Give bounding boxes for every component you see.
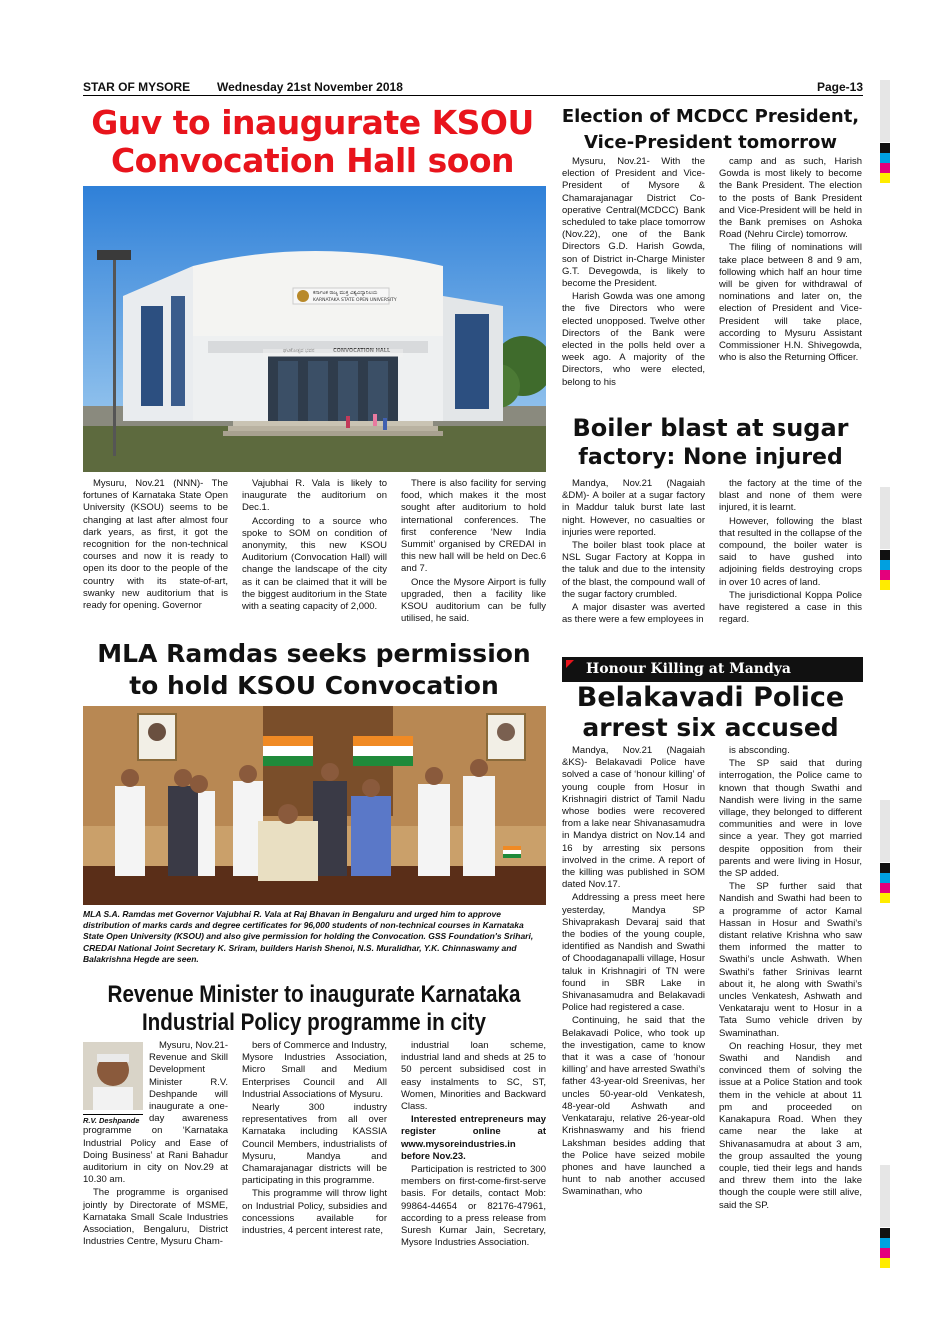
swatch-magenta (880, 883, 890, 893)
boiler-headline-line2: factory: None injured (578, 445, 843, 470)
swatch-cyan (880, 873, 890, 883)
ksou-column-3 (401, 478, 546, 626)
ksou-col3-para-1: There is also facility for serving food, which makes it the most sought after auditorium to hold international conferences. The first conference ‘New India Summit’ organised by CREDAI in this new hall will be held on Dec.6 and 7. (401, 478, 546, 575)
swatch-black (880, 550, 890, 560)
ramdas-photo-caption: MLA S.A. Ramdas met Governor Vajubhai R. Vala at Raj Bhavan in Bengaluru and urged him to approve distribution of marks cards and degree certificates for 96,000 students of non-technical courses in Karnataka State Open University (KSOU) and also give permission for holding the Convocation. GSS Foundation's Srihari, CREDAI National Joint Secretary K. Sriram, builders Harish Shenoi, N.S. Muralidhar, Y.K. Chinnaswamy and Balakrishna Hegde are seen. (83, 909, 534, 964)
honour-kicker-bar (562, 657, 863, 682)
revenue-col2-para-2: Nearly 300 industry representatives from all over Karnataka including KASSIA Council Members, industrialists of Mysuru, Mandya and Chamarajanagar districts will be participating in this programme. (242, 1102, 387, 1187)
honour-col2-para-3: The SP further said that Nandish and Swathi had been to a programme of actor Kamal Hassan in Hosur and Swathi’s distant relative Krishna who saw them informed the matter to Swathi’s uncle Ashwath. When Swathi’s father Srinivas learnt about it, he along with Swathi’s uncles Venkatesh, Ashwath and Venkataraju went to Hosur in a Tata Sumo vehicle driven by Swaminathan. (719, 881, 862, 1039)
swatch-black (880, 863, 890, 873)
revenue-column-1 (83, 1040, 228, 1249)
mcdcc-headline-line2: Vice-President tomorrow (584, 132, 837, 153)
ksou-column-2 (242, 478, 387, 614)
boiler-headline-line1: Boiler blast at sugar (572, 414, 849, 442)
ksou-building-photo (83, 186, 546, 472)
swatch-magenta (880, 1248, 890, 1258)
kicker-corner-mark (566, 660, 574, 668)
revenue-col2-para-3: This programme will throw light on Industrial Policy, subsidies and concessions available for industries, 4 percent interest rate, (242, 1188, 387, 1237)
swatch-black (880, 1228, 890, 1238)
registration-grey-strip-4 (880, 1165, 890, 1227)
boiler-column-2 (719, 478, 862, 627)
masthead (83, 80, 863, 96)
swatch-magenta (880, 163, 890, 173)
swatch-cyan (880, 153, 890, 163)
mcdcc-column-2 (719, 156, 862, 365)
honour-kicker: Honour Killing at Mandya (586, 661, 791, 677)
honour-headline-line2: arrest six accused (582, 713, 839, 742)
raj-bhavan-meeting-image (83, 706, 546, 905)
registration-swatches-1 (880, 143, 890, 183)
revenue-col2-para-1: bers of Commerce and Industry, Mysore Industries Association, Micro Small and Medium Enterprises Council and All Industrial Associations of Mysuru. (242, 1040, 387, 1100)
registration-swatches-3 (880, 863, 890, 903)
swatch-yellow (880, 580, 890, 590)
registration-grey-strip-1 (880, 80, 890, 142)
swatch-yellow (880, 173, 890, 183)
revenue-column-3 (401, 1040, 546, 1250)
ksou-headline (80, 104, 545, 180)
swatch-cyan (880, 1238, 890, 1248)
honour-headline-line1: Belakavadi Police (576, 682, 845, 713)
revenue-headline (87, 981, 541, 1037)
mcdcc-col1-para-1: Mysuru, Nov.21- With the election of President and Vice-President of Mysore & Chamarajanagar District Co-operative Central(MCDCC) Bank scheduled to take place tomorrow (Nov.22), one of the Bank Directors G.D. Harish Gowda, son of District in-Charge Minister G.T. Devegowda, is likely to become the President. (562, 156, 705, 290)
revenue-headline-line1: Revenue Minister to inaugurate Karnataka (107, 981, 521, 1008)
registration-swatches-2 (880, 550, 890, 590)
ramdas-headline (80, 638, 548, 702)
ksou-headline-line1: Guv to inaugurate KSOU (91, 103, 534, 142)
ramdas-headline-line1: MLA Ramdas seeks permission (97, 639, 531, 668)
honour-column-2 (719, 745, 862, 1213)
mcdcc-headline-line1: Election of MCDCC President, (561, 106, 860, 127)
mcdcc-headline (558, 104, 863, 156)
revenue-col1-intro: Mysuru, Nov.21- Revenue and Skill Development Minister R.V. Deshpande will inaugurate a one-day awareness programme on ‘Karnataka Industrial Policy and Ease of Doing Business’ at Rani Bahadur auditorium in city on Nov.29 at 10.30 am. (83, 1040, 228, 1186)
swatch-cyan (880, 560, 890, 570)
boiler-column-1 (562, 478, 705, 627)
issue-date: Wednesday 21st November 2018 (217, 80, 403, 94)
boiler-col2-para-2: However, following the blast that resulted in the collapse of the compound, the boiler water is said to have gushed into adjoining fields destroying crops in over 10 acres of land. (719, 515, 862, 588)
ksou-headline-line2: Convocation Hall soon (110, 141, 515, 180)
honour-col2-para-4: On reaching Hosur, they met Swathi and Nandish and convinced them of solving the issue at a Police Station and took them in the vehicle at about 11 pm and proceeded on Kanakapura Road. When they came near the lake at Shivanasamudra at about 3 am, the group assaulted the young couple, tied their legs and hands and threw them into the lake though the couple were still alive, said the SP. (719, 1040, 862, 1211)
ramdas-group-photo (83, 706, 546, 905)
revenue-col3-para-3: Participation is restricted to 300 members on first-come-first-serve basis. For details, contact Mob: 99864-44654 or 82176-47961, according to a press release from Suresh Kumar Jain, Secretary, Mysore Industries Association. (401, 1164, 546, 1249)
revenue-column-2 (242, 1040, 387, 1238)
paper-name: STAR OF MYSORE (83, 80, 191, 94)
page-number: Page-13 (816, 80, 863, 94)
boiler-headline (558, 414, 863, 472)
ksou-col2-para-2: According to a source who spoke to SOM on condition of anonymity, this new KSOU Auditorium (Convocation Hall) will change the landscape of the city as it can be claimed that it will be the biggest auditorium in the State with a seating capacity of 2,000. (242, 515, 387, 613)
sign-english: KARNATAKA STATE OPEN UNIVERSITY (313, 298, 397, 303)
honour-column-1 (562, 745, 705, 1200)
mcdcc-col2-para-1: camp and as such, Harish Gowda is most likely to become the Bank President. The election to the posts of Bank President and Vice-President will be held in the Bank premises on Ashoka Road (Nehru Circle) tomorrow. (719, 156, 862, 241)
swatch-black (880, 143, 890, 153)
boiler-col2-para-3: The jurisdictional Koppa Police have registered a case in this regard. (719, 589, 862, 626)
convocation-hall-image (83, 186, 546, 472)
mcdcc-col2-para-2: The filing of nominations will take place between 8 and 9 am, following which half an hour time will be given for withdrawal of nominations and later on, the election of President and Vice-President will take place, according to Mysuru Assistant Commissioner H.N. Shivegowda, who is also the Returning Officer. (719, 242, 862, 364)
honour-col1-para-2: Addressing a press meet here yesterday, Mandya SP Shivaprakash Devaraj said that the bodies of the young couple, identified as Nandish and Swathi of Choodaganapalli village, Hosur taluk in Krishnagiri of TN were found in SBR Lake in Shivanasamudra and Belakavadi Police had registered a case. (562, 892, 705, 1014)
registration-grey-strip-2 (880, 487, 890, 549)
revenue-headline-line2: Industrial Policy programme in city (141, 1009, 487, 1036)
mcdcc-column-1 (562, 156, 705, 390)
deshpande-photo (83, 1042, 143, 1126)
honour-headline (558, 683, 863, 743)
ksou-col3-para-2: Once the Mysore Airport is fully upgraded, then a facility like KSOU auditorium can be fully utilised, he said. (401, 576, 546, 625)
boiler-col1-para-2: The boiler blast took place at NSL Sugar Factory at Koppa in the taluk and due to the intensity of the blast, the compound wall of the sugar factory crumbled. (562, 540, 705, 600)
swatch-magenta (880, 570, 890, 580)
deshpande-photo-label: R.V. Deshpande (83, 1114, 143, 1126)
revenue-registration-note: Interested entrepreneurs may register online at www.mysoreindustries.in before Nov.23. (401, 1114, 546, 1162)
sign-kannada: ಕರ್ನಾಟಕ ರಾಜ್ಯ ಮುಕ್ತ ವಿಶ್ವವಿದ್ಯಾನಿಲಯ (313, 290, 378, 296)
registration-grey-strip-3 (880, 800, 890, 862)
honour-col2-para-2: The SP said that during interrogation, the Police came to known that though Swathi and Nandish were living in the same village, they belonged to different communities and were in love since a year. They got married despite opposition from their parents and were living in Hosur, the SP added. (719, 758, 862, 880)
mcdcc-col1-para-2: Harish Gowda was one among the five Directors who were elected unopposed. Twelve other Directors of the Bank were elected in the polls held over a week ago. A majority of the Directors, who were elected, belong to his (562, 291, 705, 388)
ksou-col2-para-1: Vajubhai R. Vala is likely to inaugurate the auditorium on Dec.1. (242, 478, 387, 514)
registration-swatches-4 (880, 1228, 890, 1268)
boiler-col2-para-1: the factory at the time of the blast and none of them were injured, it is learnt. (719, 478, 862, 514)
honour-col1-para-1: Mandya, Nov.21 (Nagaiah &KS)- Belakavadi Police have solved a case of ‘honour killing’ of young couple from Hosur in Krishnagiri district of Tamil Nadu whose bodies were recovered from a lake near Shivanasamudra in Mandya district on Nov.14 and 16 by arresting six persons involved in the crime. A report of the killing was published in SOM dated Nov.17. (562, 745, 705, 891)
revenue-col1-para-2: The programme is organised jointly by Directorate of MSME, Karnataka Small Scale Industries Association, Bengaluru, District Industries Centre, Mysuru Cham- (83, 1187, 228, 1248)
honour-col2-para-1: is absconding. (729, 745, 790, 756)
boiler-col1-para-3: A major disaster was averted as there were a few employees in (562, 602, 705, 626)
swatch-yellow (880, 893, 890, 903)
boiler-col1-para-1: Mandya, Nov.21 (Nagaiah &DM)- A boiler at a sugar factory in Maddur taluk burst late last night. However, no casualties or injuries were reported. (562, 478, 705, 538)
ksou-column-1 (83, 478, 228, 613)
ramdas-headline-line2: to hold KSOU Convocation (129, 671, 499, 700)
revenue-col3-para-1: industrial loan scheme, industrial land and sheds at 25 to 50 percent subsidised cost in easy instalments to SC, ST, Women, Minorities and Backward Class. (401, 1040, 546, 1113)
ksou-col1-para: Mysuru, Nov.21 (NNN)- The fortunes of Karnataka State Open University (KSOU) seems to be changing at last after almost four dark years, as first, it got the recognition for the non-technical courses and now it is ready to open its door to the people of the country with its state-of-art, swanky new auditorium that is ready for opening. Governor (83, 478, 228, 612)
swatch-yellow (880, 1258, 890, 1268)
deshpande-portrait (83, 1042, 143, 1110)
honour-col1-para-3: Continuing, he said that the Belakavadi Police, who took up the investigation, came to know that it was a case of ‘honour killing’ and have arrested Swathi’s father 43-year-old Sreenivas, her uncles 50-year-old Venkatesh, 48-year-old Ashwath and Venkataraju, relative 26-year-old Krishnaswamy and his friend Lakshman besides adding that the Police have seized mobile phones and have launched a hunt to nab another accused Swaminathan, who (562, 1015, 705, 1198)
